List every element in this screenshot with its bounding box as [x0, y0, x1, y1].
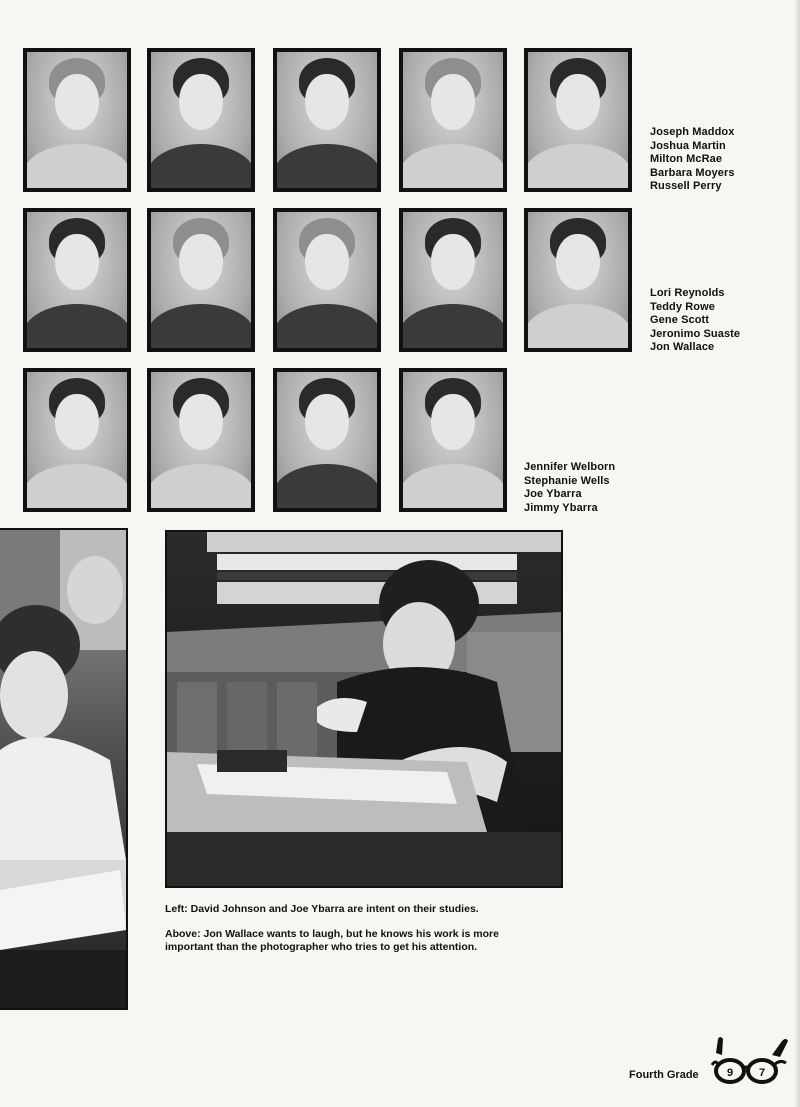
portrait-teddy-rowe — [147, 208, 255, 352]
name-label: Russell Perry — [650, 180, 722, 192]
name-label: Joe Ybarra — [524, 488, 582, 500]
portrait-jon-wallace — [524, 208, 632, 352]
portrait-lori-reynolds — [23, 208, 131, 352]
portrait-gene-scott — [273, 208, 381, 352]
portrait-jeronimo-suaste — [399, 208, 507, 352]
name-label: Jeronimo Suaste — [650, 327, 741, 340]
page-edge — [794, 0, 800, 1107]
row-2-names — [650, 287, 740, 355]
portrait-jimmy-ybarra — [399, 368, 507, 512]
name-label: Jennifer Welborn — [524, 461, 616, 473]
portrait-joshua-martin — [147, 48, 255, 192]
name-label: Barbara Moyers — [650, 166, 735, 179]
portrait-joseph-maddox — [23, 48, 131, 192]
glasses-icon — [710, 1035, 790, 1085]
section-label: Fourth Grade — [629, 1069, 699, 1081]
name-label: Jimmy Ybarra — [524, 501, 598, 514]
main-candid-photo — [165, 530, 563, 888]
portrait-jennifer-welborn — [23, 368, 131, 512]
name-label: Jon Wallace — [650, 341, 715, 353]
caption-above-line: Above: Jon Wallace wants to laugh, but he knows his work is more — [165, 928, 499, 940]
caption-left: Left: David Johnson and Joe Ybarra are intent on their studies. — [165, 903, 479, 915]
left-candid-photo — [0, 528, 128, 1010]
name-label: Stephanie Wells — [524, 474, 610, 487]
caption-above-line: important than the photographer who tries to get his attention. — [165, 940, 478, 953]
name-label: Lori Reynolds — [650, 287, 725, 299]
name-label: Teddy Rowe — [650, 300, 715, 313]
portrait-barbara-moyers — [399, 48, 507, 192]
name-label: Joshua Martin — [650, 139, 726, 152]
caption-above — [165, 928, 499, 953]
classroom-students-image — [0, 530, 126, 1008]
portrait-russell-perry — [524, 48, 632, 192]
name-label: Joseph Maddox — [650, 126, 735, 138]
name-label: Milton McRae — [650, 153, 723, 165]
portrait-joe-ybarra — [273, 368, 381, 512]
row-1-names — [650, 126, 735, 194]
name-label: Gene Scott — [650, 314, 710, 326]
portrait-milton-mcrae — [273, 48, 381, 192]
page-number-digit: 7 — [758, 1067, 766, 1079]
portrait-stephanie-wells — [147, 368, 255, 512]
row-3-names — [524, 461, 615, 515]
page-number-digit: 9 — [726, 1067, 734, 1079]
boy-writing-at-desk-image — [167, 532, 561, 886]
